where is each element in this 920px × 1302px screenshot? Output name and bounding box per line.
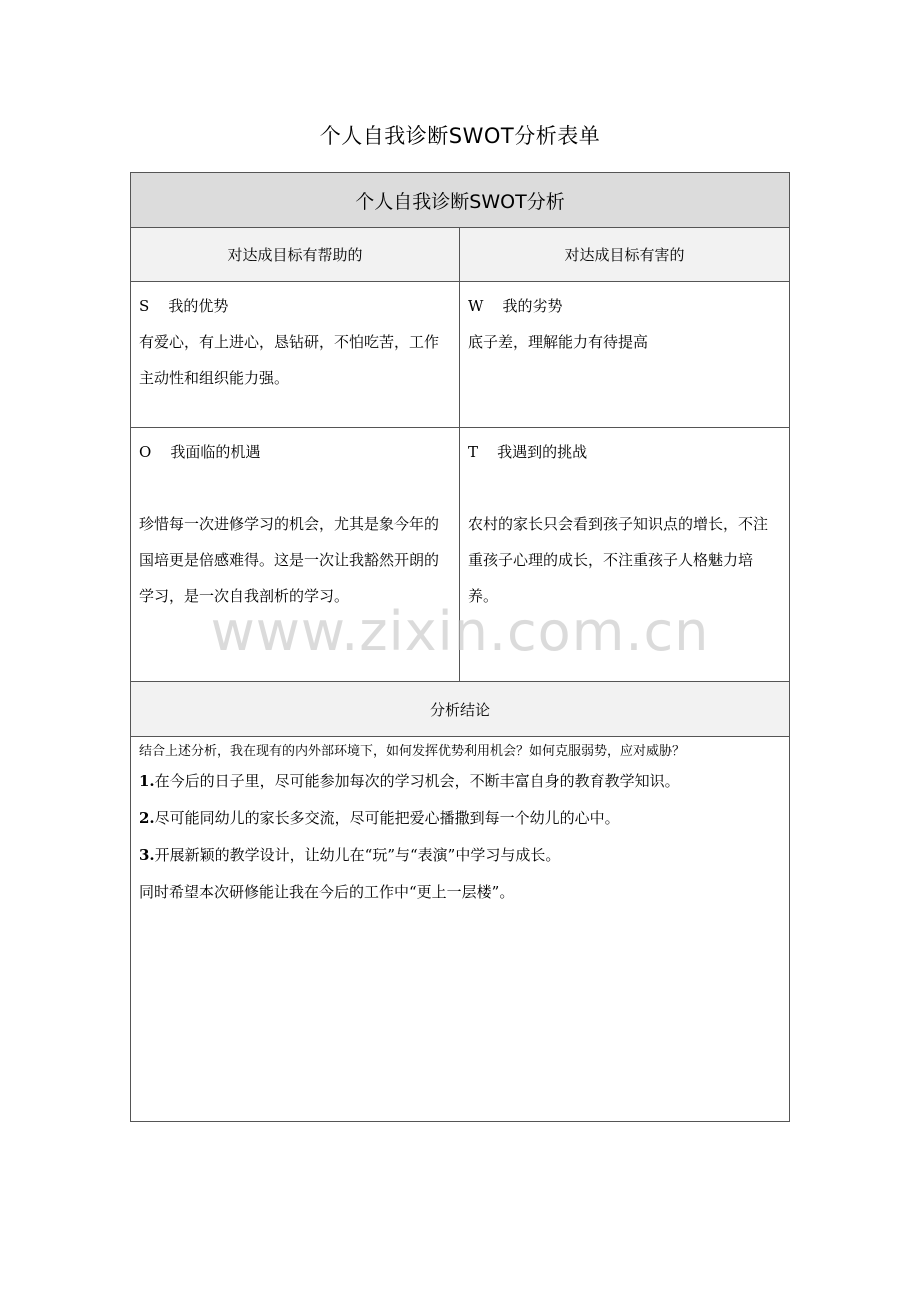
conclusion-prompt: 结合上述分析，我在现有的内外部环境下，如何发挥优势利用机会？如何克服弱势，应对威胁？ <box>139 744 686 759</box>
opportunities-cell <box>131 428 460 682</box>
helpful-column-header: 对达成目标有帮助的 <box>131 228 460 282</box>
document-title: 个人自我诊断SWOT分析表单 <box>319 124 601 148</box>
conclusion-header: 分析结论 <box>131 682 789 737</box>
conclusion-body <box>131 737 789 1121</box>
swot-table <box>130 172 790 1122</box>
conclusion-item-text: 开展新颖的教学设计，让幼儿在“玩”与“表演”中学习与成长。 <box>154 846 561 864</box>
weaknesses-text: 底子差，理解能力有待提高 <box>468 333 649 351</box>
weaknesses-cell <box>460 282 789 428</box>
strengths-text: 有爱心，有上进心，恳钻研，不怕吃苦，工作主动性和组织能力强。 <box>139 333 440 387</box>
strengths-cell <box>131 282 460 428</box>
conclusion-item-text: 尽可能同幼儿的家长多交流，尽可能把爱心播撒到每一个幼儿的心中。 <box>154 809 620 827</box>
threats-cell <box>460 428 789 682</box>
threats-heading: T 我遇到的挑战 <box>468 443 588 461</box>
watermark-text: www.zixin.com.cn <box>210 600 710 663</box>
conclusion-item-number: 1. <box>139 772 155 790</box>
table-header: 个人自我诊断SWOT分析 <box>131 173 789 228</box>
conclusion-item <box>139 763 781 800</box>
harmful-column-header: 对达成目标有害的 <box>460 228 789 282</box>
conclusion-closing: 同时希望本次研修能让我在今后的工作中“更上一层楼”。 <box>139 883 515 901</box>
opportunities-heading: O 我面临的机遇 <box>139 443 261 461</box>
conclusion-item <box>139 837 781 874</box>
threats-text: 农村的家长只会看到孩子知识点的增长，不注重孩子心理的成长，不注重孩子人格魅力培养。 <box>468 515 769 605</box>
strengths-heading: S 我的优势 <box>139 297 229 315</box>
conclusion-item <box>139 800 781 837</box>
opportunities-text: 珍惜每一次进修学习的机会，尤其是象今年的国培更是倍感难得。这是一次让我豁然开朗的学习，是一次自我剖析的学习。 <box>139 515 440 605</box>
conclusion-item-text: 在今后的日子里，尽可能参加每次的学习机会，不断丰富自身的教育教学知识。 <box>154 772 680 790</box>
conclusion-item-number: 3. <box>139 846 155 864</box>
conclusion-item-number: 2. <box>139 809 155 827</box>
weaknesses-heading: W 我的劣势 <box>468 297 563 315</box>
